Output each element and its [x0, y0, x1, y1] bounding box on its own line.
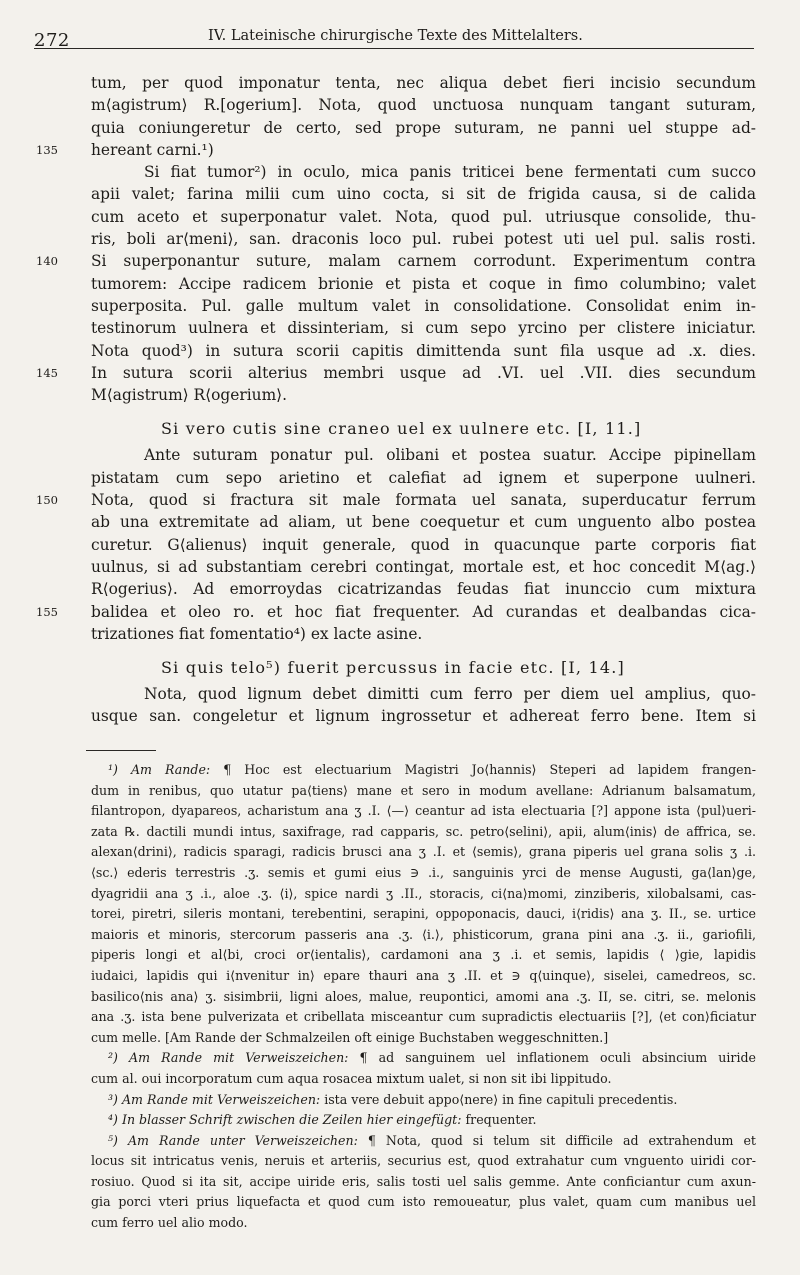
text-line — [36, 183, 756, 205]
footnote-text: iudaici, lapidis qui i⟨nvenitur in⟩ epare thauri ana ʒ .II. et ∋ q⟨uinque⟩, siselei, camedreos, sc. — [91, 967, 756, 983]
text-line — [36, 94, 756, 116]
line-text: pistatam cum sepo arietino et calefiat ad ignem et superpone uulneri. — [91, 468, 756, 487]
text-line — [36, 705, 756, 727]
line-text: Ante suturam ponatur pul. olibani et postea suatur. Accipe pipinellam — [144, 446, 756, 465]
line-text: Nota, quod lignum debet dimitti cum ferro per diem uel amplius, quo- — [144, 685, 756, 704]
text-line — [36, 250, 756, 272]
footnote-line — [36, 1048, 756, 1069]
footnote-line — [36, 822, 756, 843]
footnote-text: cum ferro uel alio modo. — [91, 1215, 248, 1231]
footnote-text — [108, 1112, 537, 1127]
footnote-text — [108, 1131, 756, 1152]
line-text: ab una extremitate ad aliam, ut bene coequetur et cum unguento albo postea — [91, 513, 756, 532]
line-text: M⟨agistrum⟩ R⟨ogerium⟩. — [91, 386, 288, 405]
section-gap — [36, 645, 756, 653]
main-text — [36, 72, 756, 728]
section-heading: Si quis telo⁵) fuerit percussus in facie etc. [I, 14.] — [161, 658, 625, 678]
footnote-text: ana .ʒ. ista bene pulverizata et cribellata misceantur cum supradictis electuariis [?], ⟨et con⟩ficiatur — [91, 1009, 756, 1025]
line-text: Si superponantur suture, malam carnem corrodunt. Experimentum contra — [91, 252, 756, 271]
line-text: testinorum uulnera et dissinteriam, si cum sepo yrcino per clistere iniciatur. — [91, 319, 756, 338]
footnote-body: ¶ Hoc est electuarium Magistri Jo⟨hannis⟩ Steperi ad lapidem frangen- — [223, 762, 757, 777]
line-text: hereant carni.¹) — [91, 140, 214, 159]
text-line — [36, 623, 756, 645]
footnote-text: torei, piretri, sileris montani, terebentini, serapini, oppoponacis, dauci, i⟨ridis⟩ ana ʒ. II., se. urtice — [91, 906, 756, 922]
text-line — [36, 444, 756, 466]
footnote-line — [36, 904, 756, 925]
text-line — [36, 295, 756, 317]
line-text: curetur. G⟨alienus⟩ inquit generale, quod in quacunque parte corporis fiat — [91, 535, 756, 554]
footnote-text — [108, 760, 756, 781]
text-line — [36, 601, 756, 623]
footnote-text: dum in renibus, quo utatur pa⟨tiens⟩ mane et sero in modum avellane: Adrianum balsamatum, — [91, 782, 756, 798]
footnote-line — [36, 884, 756, 905]
footnote-line — [36, 1151, 756, 1172]
text-line — [36, 139, 756, 161]
footnote-body: frequenter. — [465, 1112, 537, 1128]
line-text: ris, boli ar⟨meni⟩, san. draconis loco pul. rubei potest uti uel pul. salis rosti. — [91, 230, 756, 249]
text-line — [36, 683, 756, 705]
footnote-text: alexan⟨drini⟩, radicis sparagi, radicis brusci ana ʒ .I. et ⟨semis⟩, grana piperis uel grana solis ʒ .i. — [91, 844, 756, 860]
text-line — [36, 117, 756, 139]
footnote-label: ⁴) In blasser Schrift zwischen die Zeilen hier eingefügt: — [108, 1112, 462, 1128]
footnote-text: zata ℞. dactili mundi intus, saxifrage, rad capparis, sc. petro⟨selini⟩, apii, alum⟨inis⟩ de affrica, se. — [91, 823, 756, 839]
text-line — [36, 556, 756, 578]
line-text: quia coniungeretur de certo, sed prope suturam, ne panni uel stuppe ad- — [91, 118, 756, 137]
text-line — [36, 161, 756, 183]
footnote-text: cum al. oui incorporatum cum aqua rosacea mixtum ualet, si non sit ibi lippitudo. — [91, 1070, 612, 1086]
footnote-text: maioris et minoris, stercorum passeris ana .ʒ. ⟨i.⟩, phisticorum, grana pini ana .ʒ. ii., gariofili, — [91, 926, 756, 942]
running-title: IV. Lateinische chirurgische Texte des Mittelalters. — [208, 28, 583, 44]
text-line — [36, 362, 756, 384]
text-line — [36, 72, 756, 94]
footnote-text: ⟨sc.⟩ ederis terrestris .ʒ. semis et gumi eius ∋ .i., sanguinis yrci de mense Augusti, ga⟨lan⟩ge, — [91, 864, 756, 880]
line-text: In sutura scorii alterius membri usque ad .VI. uel .VII. dies secundum — [91, 363, 756, 382]
text-line — [36, 578, 756, 600]
line-text: Si fiat tumor²) in oculo, mica panis triticei bene fermentati cum succo — [144, 163, 756, 182]
line-text: uulnus, si ad substantiam cerebri contingat, mortale est, et hoc concedit M⟨ag.⟩ — [91, 557, 756, 576]
footnote-text: locus sit intricatus venis, neruis et arteriis, securius est, quod extrahatur cum vnguento uiridi cor- — [91, 1153, 756, 1169]
footnote-line — [36, 842, 756, 863]
footnote-text: basilico⟨nis ana⟩ ʒ. sisimbrii, ligni aloes, malue, reupontici, amomi ana .ʒ. II, se. citri, se. melonis — [91, 988, 756, 1004]
text-line — [36, 228, 756, 250]
footnote-line — [36, 1131, 756, 1152]
line-number: 155 — [36, 604, 58, 619]
line-text: tum, per quod imponatur tenta, nec aliqua debet fieri incisio secundum — [91, 74, 756, 92]
footnote-text: filantropon, dyapareos, acharistum ana ʒ .I. ⟨—⟩ ceantur ad ista electuaria [?] appone ista ⟨pul⟩ueri- — [91, 803, 756, 819]
footnote-line — [36, 801, 756, 822]
line-text: Nota, quod si fractura sit male formata uel sanata, superducatur ferrum — [91, 491, 756, 510]
footnote-text: piperis longi et al⟨bi, croci or⟨ientalis⟩, cardamoni ana ʒ .i. et semis, lapidis ⟨ ⟩gie, lapidis — [91, 947, 756, 963]
line-text: cum aceto et superponatur valet. Nota, quod pul. utriusque consolide, thu- — [91, 207, 756, 226]
line-number: 140 — [36, 254, 58, 269]
footnote-label: ⁵) Am Rande unter Verweiszeichen: — [108, 1132, 358, 1148]
text-line — [36, 340, 756, 362]
footnote-line — [36, 863, 756, 884]
footnote-label: ²) Am Rande mit Verweiszeichen: — [108, 1050, 349, 1066]
footnote-line — [36, 1192, 756, 1213]
footnote-line — [36, 1110, 756, 1131]
footnote-line — [36, 987, 756, 1008]
line-number: 135 — [36, 142, 58, 157]
footnote-line — [36, 1213, 756, 1234]
text-line — [36, 534, 756, 556]
text-line — [36, 489, 756, 511]
footnote-line — [36, 760, 756, 781]
footnote-line — [36, 1028, 756, 1049]
section-heading: Si vero cutis sine craneo uel ex uulnere etc. [I, 11.] — [161, 419, 642, 439]
footnote-label: ¹) Am Rande: — [108, 762, 211, 777]
line-text: superposita. Pul. galle multum valet in consolidatione. Consolidat enim in- — [91, 296, 756, 315]
footnote-line — [36, 945, 756, 966]
footnote-text: dyagridii ana ʒ .i., aloe .ʒ. ⟨i⟩, spice nardi ʒ .II., storacis, ci⟨na⟩momi, zinziberis, xilobalsami, cas- — [91, 885, 756, 901]
line-text: m⟨agistrum⟩ R.[ogerium]. Nota, quod unctuosa nunquam tangant suturam, — [91, 96, 756, 115]
text-line — [36, 384, 756, 406]
footnote-text: cum melle. [Am Rande der Schmalzeilen oft einige Buchstaben weggeschnitten.] — [91, 1029, 609, 1045]
footnote-separator — [86, 750, 156, 751]
line-text: R⟨ogerius⟩. Ad emorroydas cicatrizandas feudas fiat inunccio cum mixtura — [91, 580, 756, 599]
line-text: apii valet; farina milii cum uino cocta, si sit de frigida causa, si de calida — [91, 185, 756, 204]
footnote-line — [36, 966, 756, 987]
footnote-body: ista vere debuit appo⟨nere⟩ in fine capituli precedentis. — [324, 1091, 678, 1107]
footnote-text — [108, 1048, 756, 1069]
footnote-text: rosiuo. Quod si ita sit, accipe uiride eris, salis tosti uel salis gemme. Ante conficiantur cum axun- — [91, 1173, 756, 1189]
line-text: usque san. congeletur et lignum ingrossetur et adhereat ferro bene. Item si — [91, 707, 756, 726]
line-text: balidea et oleo ro. et hoc fiat frequenter. Ad curandas et dealbandas cica- — [91, 602, 756, 621]
line-text: Nota quod³) in sutura scorii capitis dimittenda sunt fila usque ad .x. dies. — [91, 341, 756, 360]
text-line — [36, 467, 756, 489]
footnote-body: ¶ ad sanguinem uel inflationem oculi absincium uiride — [359, 1050, 756, 1066]
text-line — [36, 273, 756, 295]
footnote-line — [36, 1069, 756, 1090]
line-number: 145 — [36, 365, 58, 380]
line-text: trizationes fiat fomentatio⁴) ex lacte asine. — [91, 624, 423, 643]
text-line — [36, 206, 756, 228]
section-gap — [36, 406, 756, 414]
footnotes — [36, 760, 756, 1234]
text-line — [36, 317, 756, 339]
running-head — [34, 22, 754, 49]
footnote-label: ³) Am Rande mit Verweiszeichen: — [108, 1091, 321, 1107]
page-number: 272 — [34, 30, 70, 51]
text-line — [36, 511, 756, 533]
footnote-text — [108, 1092, 677, 1107]
footnote-line — [36, 1172, 756, 1193]
footnote-line — [36, 1007, 756, 1028]
line-number: 150 — [36, 493, 58, 508]
footnote-line — [36, 781, 756, 802]
footnote-line — [36, 1090, 756, 1111]
line-text: tumorem: Accipe radicem brionie et pista et coque in fimo columbino; valet — [91, 274, 756, 293]
footnote-text: gia porci vteri prius liquefacta et quod cum isto remoueatur, plus valet, quam cum manibus uel — [91, 1194, 756, 1210]
footnote-body: ¶ Nota, quod si telum sit difficile ad extrahendum et — [367, 1132, 756, 1148]
footnote-line — [36, 925, 756, 946]
